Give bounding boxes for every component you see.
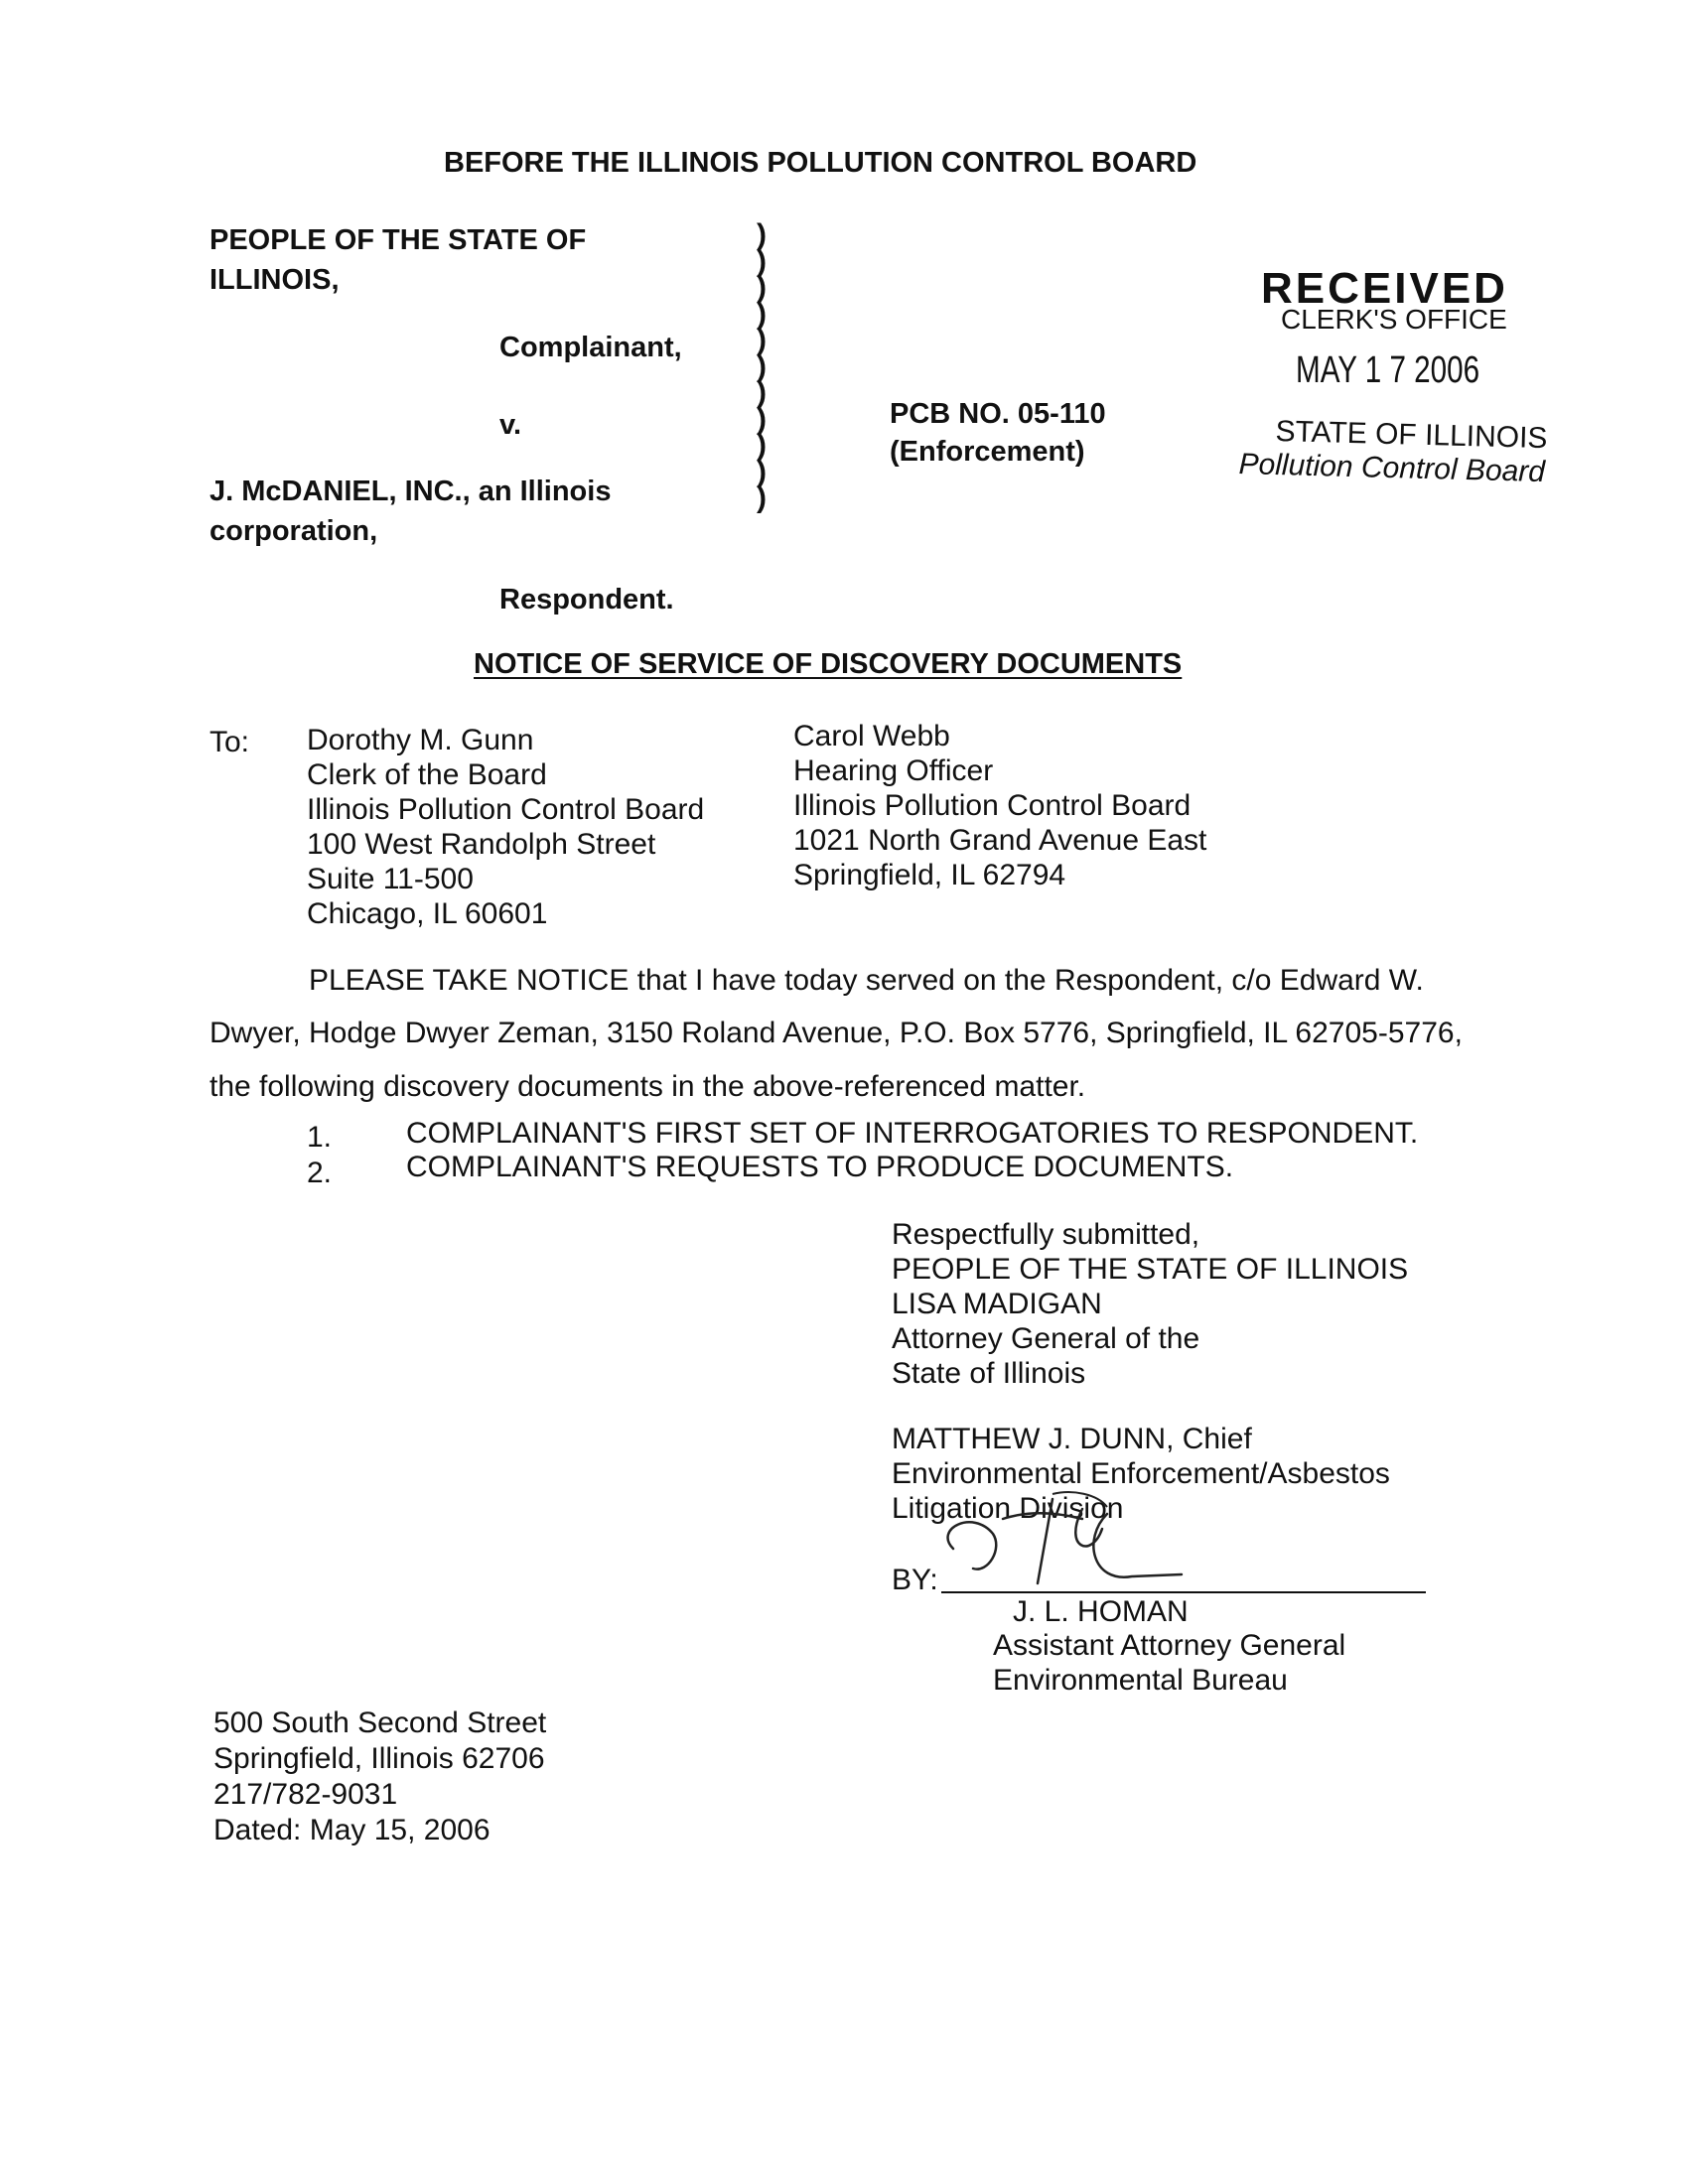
by-label: BY: [892, 1564, 938, 1596]
recipient-hearing-officer-line: 1021 North Grand Avenue East [793, 824, 1207, 857]
respondent-role: Respondent. [499, 584, 674, 615]
recipient-clerk-line: 100 West Randolph Street [307, 828, 656, 861]
signature-division-line: Litigation Division [892, 1492, 1124, 1525]
court-title: BEFORE THE ILLINOIS POLLUTION CONTROL BOARD [444, 147, 1197, 179]
item-1 [307, 1120, 332, 1156]
recipient-block-clerk [307, 723, 704, 931]
signer-name: J. L. HOMAN [1013, 1595, 1189, 1628]
signer-title2: Environmental Bureau [993, 1664, 1288, 1697]
notice-body-line3: the following discovery documents in the above-referenced matter. [210, 1070, 1086, 1103]
recipient-clerk-line: Suite 11-500 [307, 863, 474, 895]
signature-line [941, 1591, 1426, 1593]
recipient-hearing-officer-line: Springfield, IL 62794 [793, 859, 1066, 891]
recipient-clerk-line: Clerk of the Board [307, 758, 547, 791]
caption-bracket-line: ) [757, 376, 767, 409]
signer-title1: Assistant Attorney General [993, 1629, 1346, 1662]
case-type: (Enforcement) [890, 436, 1085, 468]
complainant-name [210, 220, 586, 300]
signature-ag-line: LISA MADIGAN [892, 1288, 1102, 1320]
respondent-line2: corporation, [210, 515, 378, 547]
signature-block-ag [892, 1252, 1408, 1391]
notice-body-line2: Dwyer, Hodge Dwyer Zeman, 3150 Roland Avenue, P.O. Box 5776, Springfield, IL 62705-5776, [210, 1017, 1463, 1049]
stamp-office: CLERK'S OFFICE [1281, 304, 1507, 335]
footer-phone: 217/782-9031 [213, 1778, 398, 1811]
versus-label: v. [499, 409, 522, 441]
stamp-state: STATE OF ILLINOIS [1275, 415, 1548, 456]
footer-dated: Dated: May 15, 2006 [213, 1814, 491, 1846]
respondent-name [210, 472, 611, 551]
signature-ag-line: Attorney General of the [892, 1322, 1200, 1355]
caption-bracket-line: ) [757, 271, 767, 304]
notice-body-line1: PLEASE TAKE NOTICE that I have today served on the Respondent, c/o Edward W. [309, 964, 1424, 997]
caption-bracket-line: ) [757, 402, 767, 436]
complainant-line2: ILLINOIS, [210, 264, 340, 296]
recipient-block-hearing-officer [793, 719, 1206, 892]
signature-division-line: Environmental Enforcement/Asbestos [892, 1457, 1390, 1490]
signature-division-line: MATTHEW J. DUNN, Chief [892, 1423, 1252, 1455]
caption-bracket-line: ) [757, 455, 767, 488]
caption-bracket-line: ) [757, 349, 767, 383]
item-1-number: 1. [307, 1121, 333, 1154]
caption-bracket-line: ) [757, 244, 767, 278]
case-number-block [890, 395, 1106, 471]
to-label: To: [210, 726, 250, 758]
item-2 [307, 1156, 332, 1191]
item-2-text: COMPLAINANT'S REQUESTS TO PRODUCE DOCUMENTS. [406, 1151, 1234, 1183]
item-2-number: 2. [307, 1157, 333, 1189]
footer-address2: Springfield, Illinois 62706 [213, 1742, 545, 1775]
closing-text: Respectfully submitted, [892, 1218, 1200, 1251]
caption-bracket-line: ) [757, 218, 767, 251]
footer-block [213, 1706, 546, 1848]
caption-bracket-line: ) [757, 429, 767, 462]
signature-ag-line: PEOPLE OF THE STATE OF ILLINOIS [892, 1253, 1409, 1286]
recipient-hearing-officer-line: Carol Webb [793, 720, 950, 752]
notice-title: NOTICE OF SERVICE OF DISCOVERY DOCUMENTS [474, 648, 1183, 680]
caption-bracket-line: ) [757, 481, 767, 514]
stamp-received: RECEIVED [1261, 264, 1508, 313]
complainant-line1: PEOPLE OF THE STATE OF [210, 224, 587, 256]
caption-bracket-line: ) [757, 297, 767, 331]
recipient-clerk-line: Chicago, IL 60601 [307, 897, 548, 930]
caption-bracket-line: ) [757, 324, 767, 356]
handwritten-signature [933, 1489, 1192, 1598]
recipient-hearing-officer-line: Hearing Officer [793, 754, 994, 787]
recipient-hearing-officer-line: Illinois Pollution Control Board [793, 789, 1192, 822]
respondent-line1: J. McDANIEL, INC., an Illinois [210, 476, 612, 507]
recipient-clerk-line: Illinois Pollution Control Board [307, 793, 705, 826]
stamp-board: Pollution Control Board [1238, 448, 1546, 489]
signature-ag-line: State of Illinois [892, 1357, 1086, 1390]
item-1-text: COMPLAINANT'S FIRST SET OF INTERROGATORIES TO RESPONDENT. [406, 1117, 1419, 1150]
stamp-date: MAY 1 7 2006 [1296, 349, 1480, 391]
recipient-clerk-line: Dorothy M. Gunn [307, 724, 534, 756]
case-number: PCB NO. 05-110 [890, 398, 1106, 430]
complainant-role: Complainant, [499, 332, 682, 363]
footer-address1: 500 South Second Street [213, 1706, 547, 1739]
caption-bracket-column [757, 218, 767, 514]
